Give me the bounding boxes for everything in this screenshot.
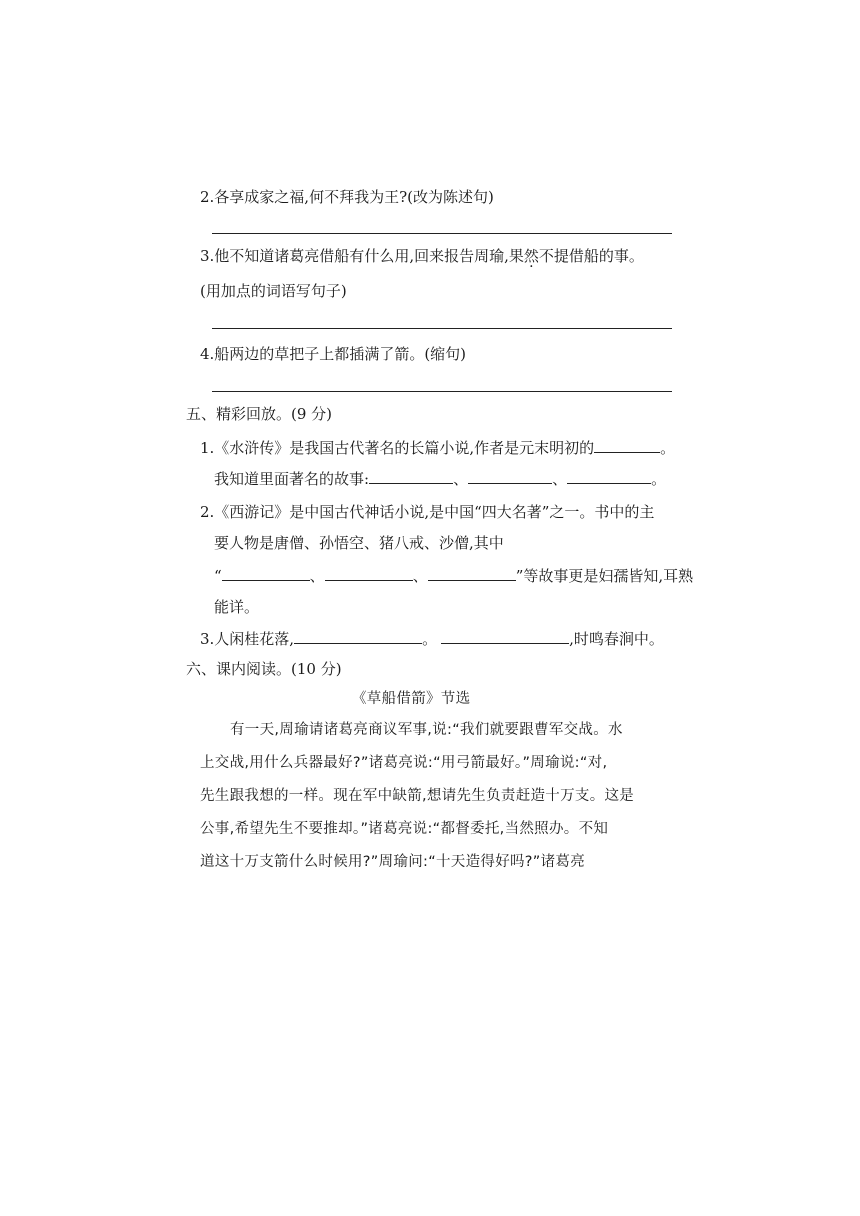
section-5-heading: 五、精彩回放。(9 分) bbox=[186, 405, 333, 423]
question-5-1-stories: 我知道里面著名的故事: 、 、 。 bbox=[214, 470, 667, 488]
section-6-heading: 六、课内阅读。(10 分) bbox=[186, 660, 342, 678]
blank-xiyou-3[interactable] bbox=[428, 566, 516, 581]
answer-line-4-4[interactable] bbox=[212, 391, 672, 392]
answer-line-4-3[interactable] bbox=[212, 328, 672, 329]
passage-line-3: 先生跟我想的一样。现在军中缺箭,想请先生负责赶造十万支。这是 bbox=[200, 788, 635, 804]
passage-line-2: 上交战,用什么兵器最好?”诸葛亮说:“用弓箭最好。”周瑜说:“对, bbox=[200, 755, 608, 771]
dotted-word: 然 bbox=[523, 247, 539, 265]
question-4-3: 3.他不知道诸葛亮借船有什么用,回来报告周瑜,果然不提借船的事。 bbox=[200, 247, 644, 265]
passage-line-1: 有一天,周瑜请诸葛亮商议军事,说:“我们就要跟曹军交战。水 bbox=[230, 722, 623, 738]
question-5-3: 3.人闲桂花落, 。 ,时鸣春涧中。 bbox=[200, 630, 664, 648]
question-5-1: 1.《水浒传》是我国古代著名的长篇小说,作者是元末明初的 。 bbox=[200, 439, 676, 457]
question-4-3-note: (用加点的词语写句子) bbox=[200, 282, 347, 300]
passage-line-5: 道这十万支箭什么时候用?”周瑜问:“十天造得好吗?”诸葛亮 bbox=[200, 854, 586, 870]
blank-story-2[interactable] bbox=[468, 469, 552, 484]
question-5-2-line4: 能详。 bbox=[214, 598, 260, 616]
passage-line-4: 公事,希望先生不要推却。”诸葛亮说:“都督委托,当然照办。不知 bbox=[200, 821, 609, 837]
passage-title: 《草船借箭》节选 bbox=[352, 691, 471, 707]
question-4-2: 2.各享成家之福,何不拜我为王?(改为陈述句) bbox=[200, 188, 494, 206]
question-4-4: 4.船两边的草把子上都插满了箭。(缩句) bbox=[200, 345, 467, 363]
question-5-2-line3: “ 、 、 ”等故事更是妇孺皆知,耳熟 bbox=[214, 567, 694, 585]
blank-xiyou-2[interactable] bbox=[325, 566, 413, 581]
blank-author[interactable] bbox=[594, 438, 660, 453]
blank-poem-2[interactable] bbox=[441, 629, 569, 644]
answer-line-4-2[interactable] bbox=[212, 233, 672, 234]
blank-xiyou-1[interactable] bbox=[222, 566, 310, 581]
blank-story-3[interactable] bbox=[567, 469, 651, 484]
question-5-2-line2: 要人物是唐僧、孙悟空、猪八戒、沙僧,其中 bbox=[214, 534, 504, 552]
blank-story-1[interactable] bbox=[369, 469, 453, 484]
question-5-2: 2.《西游记》是中国古代神话小说,是中国“四大名著”之一。书中的主 bbox=[200, 503, 655, 521]
blank-poem-1[interactable] bbox=[294, 629, 422, 644]
